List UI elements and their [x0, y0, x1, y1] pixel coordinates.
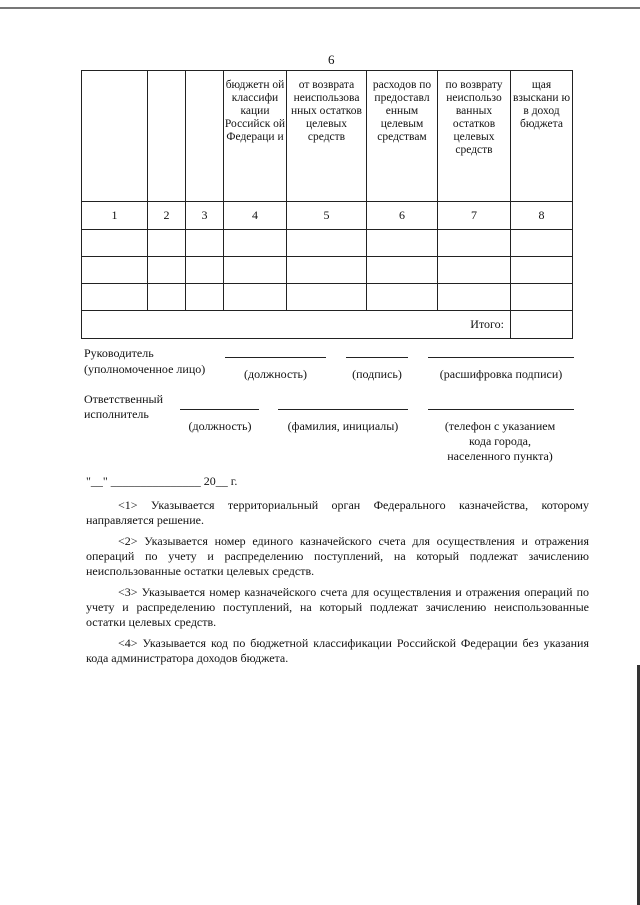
total-row	[82, 311, 573, 339]
header-cell-5: от возврата неиспользова нных остатков целевых средств	[287, 71, 367, 202]
table-cell	[511, 257, 573, 284]
table-cell	[82, 284, 148, 311]
table-cell	[367, 230, 438, 257]
date-line: "__" _______________ 20__ г.	[86, 474, 238, 488]
head-decoding-caption: (расшифровка подписи)	[439, 367, 563, 381]
table-cell	[367, 284, 438, 311]
table-cell	[438, 257, 511, 284]
table-cell	[186, 230, 224, 257]
table-cell	[224, 257, 287, 284]
column-number: 3	[186, 202, 224, 230]
footnotes	[86, 498, 589, 672]
footnote-4: <4> Указывается код по бюджетной классификации Российской Федерации без указания кода администратора доходов бюджета.	[86, 636, 589, 665]
head-label: Руководитель	[84, 346, 154, 360]
column-number: 1	[82, 202, 148, 230]
table-row	[82, 230, 573, 257]
table-cell	[82, 230, 148, 257]
footnote-2: <2> Указывается номер единого казначейского счета для осуществления и отражения операций по учету и распределению поступлений, на который подлежат зачислению неиспользованные остатки целевых средств.	[86, 534, 589, 578]
table-cell	[287, 257, 367, 284]
column-number: 8	[511, 202, 573, 230]
table-cell	[287, 230, 367, 257]
footnote-3: <3> Указывается номер казначейского счета для осуществления и отражения операций по учету и распределению поступлений, на который подлежат зачислению неиспользованные остатки целевых средств.	[86, 585, 589, 629]
executor-position-line	[180, 409, 259, 410]
table-cell	[148, 257, 186, 284]
head-decoding-line	[428, 357, 574, 358]
total-value-cell	[511, 311, 573, 339]
executor-phone-caption: (телефон с указанием кода города, населенного пункта)	[444, 419, 556, 463]
header-cell-2	[148, 71, 186, 202]
executor-position-caption: (должность)	[188, 419, 252, 433]
table-cell	[367, 257, 438, 284]
executor-name-line	[278, 409, 408, 410]
head-signature-line	[346, 357, 408, 358]
table-row	[82, 257, 573, 284]
table-cell	[186, 257, 224, 284]
table-cell	[511, 284, 573, 311]
header-cell-8: щая взыскани ю в доход бюджета	[511, 71, 573, 202]
table-cell	[438, 230, 511, 257]
column-number: 7	[438, 202, 511, 230]
column-number: 4	[224, 202, 287, 230]
table-cell	[438, 284, 511, 311]
table-cell	[224, 284, 287, 311]
page-number: 6	[328, 52, 335, 67]
head-sublabel: (уполномоченное лицо)	[84, 362, 206, 376]
table-cell	[148, 284, 186, 311]
header-cell-3	[186, 71, 224, 202]
table-row	[82, 284, 573, 311]
head-position-line	[225, 357, 326, 358]
head-signature-caption: (подпись)	[352, 367, 402, 381]
column-number: 6	[367, 202, 438, 230]
head-position-caption: (должность)	[244, 367, 307, 381]
table-cell	[186, 284, 224, 311]
table-cell	[148, 230, 186, 257]
executor-phone-line	[428, 409, 574, 410]
column-number: 2	[148, 202, 186, 230]
column-number: 5	[287, 202, 367, 230]
table-cell	[224, 230, 287, 257]
header-cell-1	[82, 71, 148, 202]
table-cell	[82, 257, 148, 284]
report-table	[81, 70, 573, 339]
header-cell-6: расходов по предоставл енным целевым средствам	[367, 71, 438, 202]
header-cell-4: бюджетн ой классифи кации Российск ой Федераци и	[224, 71, 287, 202]
scan-top-border	[0, 7, 640, 9]
table-cell	[287, 284, 367, 311]
executor-name-caption: (фамилия, инициалы)	[287, 419, 399, 433]
header-cell-7: по возврату неиспользо ванных остатков целевых средств	[438, 71, 511, 202]
executor-label-2: исполнитель	[84, 407, 149, 421]
footnote-1: <1> Указывается территориальный орган Федерального казначейства, которому направляется решение.	[86, 498, 589, 527]
column-number-row	[82, 202, 573, 230]
executor-label-1: Ответственный	[84, 392, 164, 406]
table-header-row	[82, 71, 573, 202]
total-label: Итого:	[82, 311, 511, 339]
table-cell	[511, 230, 573, 257]
